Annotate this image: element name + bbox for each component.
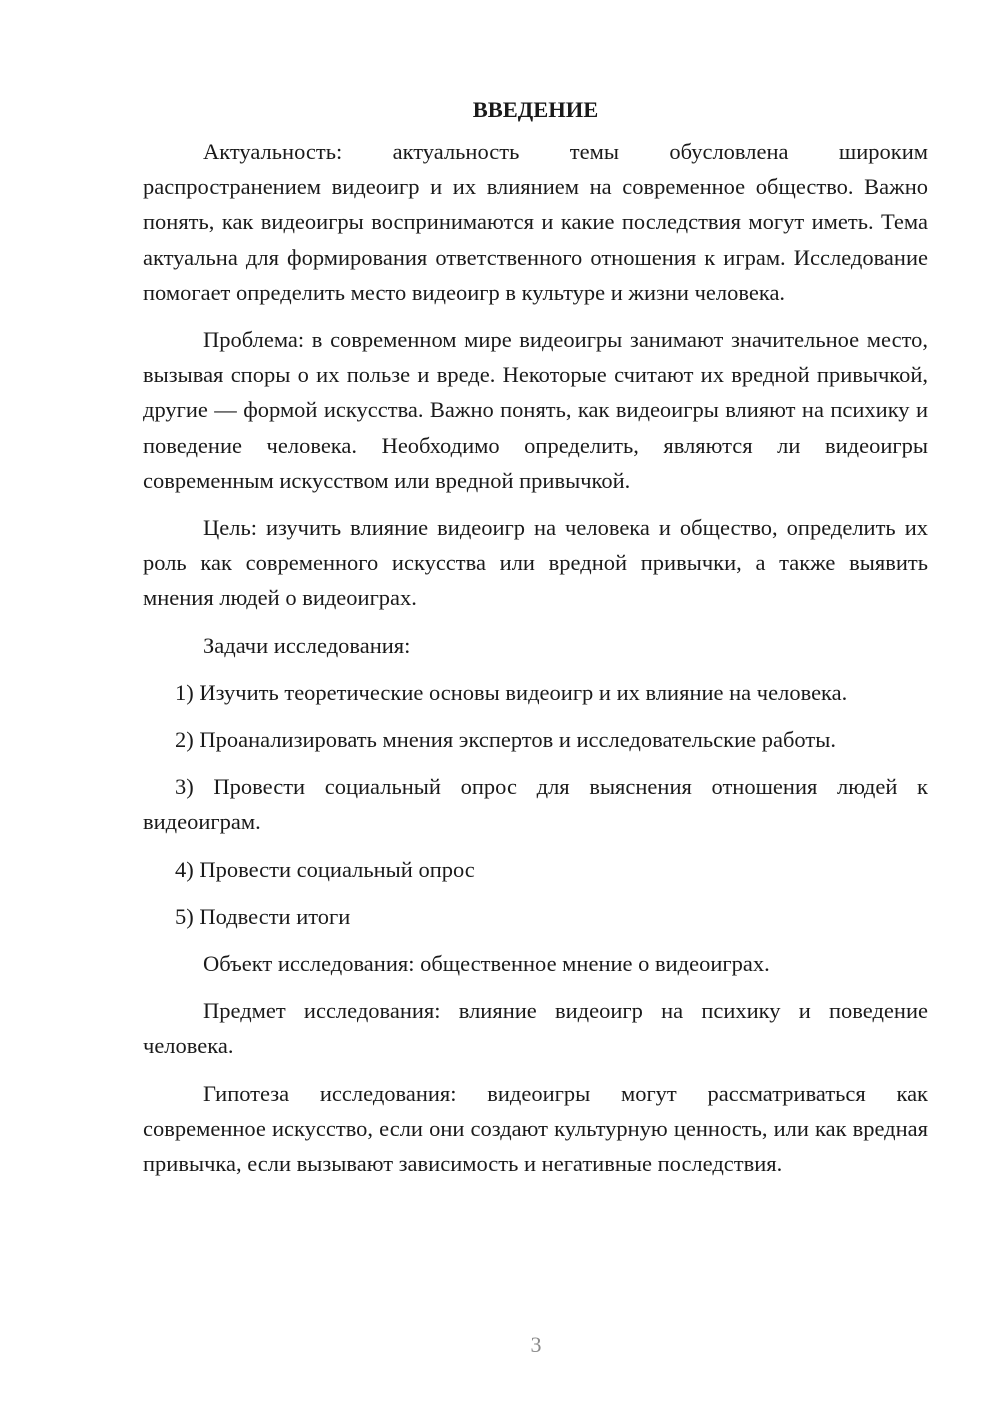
- page-number: 3: [530, 1332, 542, 1357]
- task-item: 5) Подвести итоги: [175, 903, 351, 929]
- problem-paragraph: Проблема: в современном мире видеоигры занимают значительное место, вызывая споры о их пользе и вреде. Некоторые считают их вредной привычкой, другие — формой искусства. Важно понять, как видеоигры влияют на психику и поведение человека. Необходимо определить, являются ли видеоигры современным искусством или вредной привычкой.: [143, 327, 928, 493]
- relevance-paragraph: Актуальность: актуальность темы обусловлена широким распространением видеоигр и их влиянием на современное общество. Важно понять, как видеоигры воспринимаются и какие последствия могут иметь. Тема актуальна для формирования ответственного отношения к играм. Исследование помогает определить место видеоигр в культуре и жизни человека.: [143, 139, 928, 305]
- hypothesis-paragraph: Гипотеза исследования: видеоигры могут рассматриваться как современное искусство, если они создают культурную ценность, или как вредная привычка, если вызывают зависимость и негативные последствия.: [143, 1080, 928, 1177]
- task-item: 1) Изучить теоретические основы видеоигр и их влияние на человека.: [175, 679, 848, 705]
- goal-paragraph: Цель: изучить влияние видеоигр на человека и общество, определить их роль как современного искусства или вредной привычки, а также выявить мнения людей о видеоиграх.: [143, 515, 928, 611]
- object-paragraph: Объект исследования: общественное мнение о видеоиграх.: [203, 951, 770, 977]
- task-item: 3) Провести социальный опрос для выяснения отношения людей к видеоиграм.: [143, 774, 928, 835]
- document-page: [143, 92, 928, 1193]
- task-item: 2) Проанализировать мнения экспертов и исследовательские работы.: [175, 727, 836, 753]
- page-title: ВВЕДЕНИЕ: [472, 97, 599, 122]
- subject-paragraph: Предмет исследования: влияние видеоигр на психику и поведение человека.: [143, 998, 928, 1059]
- task-item: 4) Провести социальный опрос: [175, 856, 475, 882]
- tasks-heading: Задачи исследования:: [203, 632, 411, 658]
